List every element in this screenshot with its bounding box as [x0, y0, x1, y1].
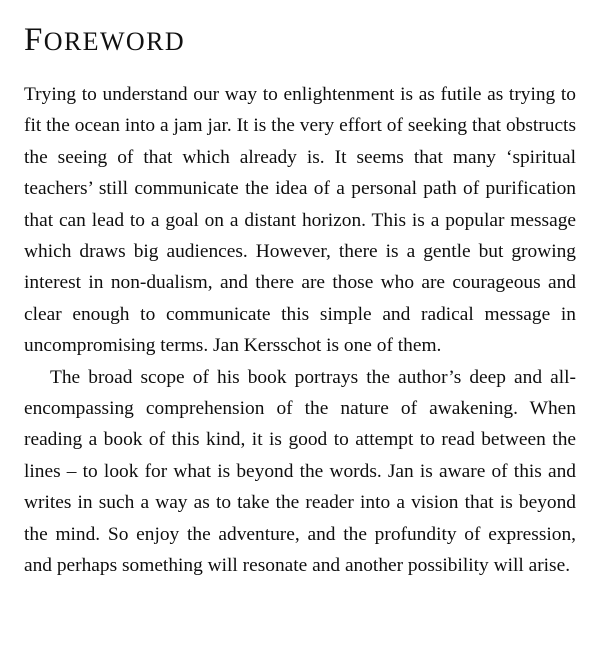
page-title-rest: OREWORD	[43, 27, 186, 56]
paragraph-1: Trying to understand our way to enlightenment is as futile as trying to fit the ocean into a jam jar. It is the very effort of seeking that obstructs the seeing of that which already is. It seems that many ‘spiritual teachers’ still communicate the idea of a personal path of purification that can lead to a goal on a distant horizon. This is a popular message which draws big audiences. However, there is a gentle but growing interest in non-dualism, and there are those who are courageous and clear enough to communicate this simple and radical message in uncompromising terms. Jan Kersschot is one of them.	[24, 84, 576, 357]
page-title-first-letter: F	[24, 22, 44, 58]
paragraph-2: The broad scope of his book portrays the author’s deep and all-encompassing comprehension of the nature of awakening. When reading a book of this kind, it is good to attempt to read between the lines – to look for what is beyond the words. Jan is aware of this and writes in such a way as to take the reader into a vision that is beyond the mind. So enjoy the adventure, and the profundity of expression, and perhaps something will resonate and another possibility will arise.	[24, 366, 576, 577]
page-title	[24, 22, 576, 59]
